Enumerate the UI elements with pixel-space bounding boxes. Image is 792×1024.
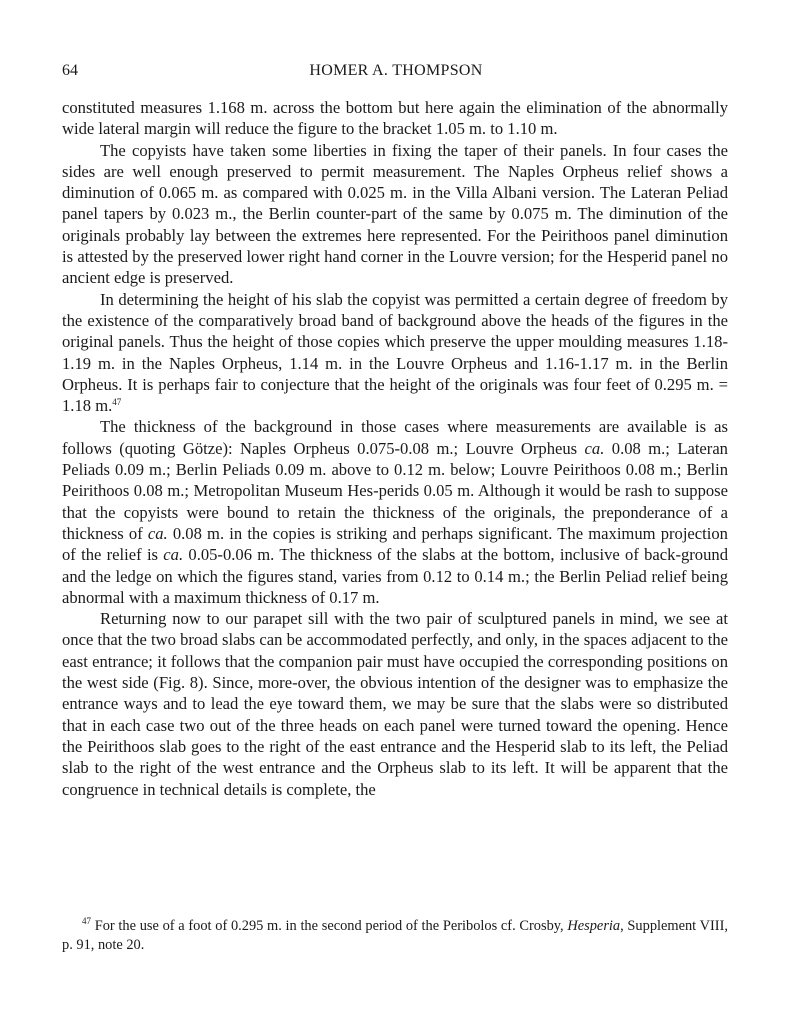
paragraph-text: Returning now to our parapet sill with the two pair of sculptured panels in mind, we see at once that the two broad slabs can be accommodated perfectly, and only, in the spaces adjacent to the east entrance; it follows that the companion pair must have occupied the corresponding positions on the west side (Fig. 8). Since, more-over, the obvious intention of the designer was to emphasize the entrance ways and to lead the eye toward them, we may be sure that the slabs were so distributed that in each case two out of the three heads on each panel were turned toward the opening. Hence the Peirithoos slab goes to the right of the east entrance and the Hesperid slab to its left, the Peliad slab to the right of the west entrance and the Orpheus slab to its left. It will be apparent that the congruence in technical details is complete, the [62, 609, 728, 799]
paragraph-3 [62, 289, 728, 417]
footnote-text: For the use of a foot of 0.295 m. in the second period of the Peribolos cf. Crosby, [91, 918, 568, 934]
paragraph-text: The copyists have taken some liberties in fixing the taper of their panels. In four cases the sides are well enough preserved to permit measurement. The Naples Orpheus relief shows a diminution of 0.065 m. as compared with 0.025 m. in the Villa Albani version. The Lateran Peliad panel tapers by 0.023 m., the Berlin counter-part of the same by 0.075 m. The diminution of the originals probably lay between the extremes here represented. For the Peirithoos panel diminution is attested by the preserved lower right hand corner in the Louvre version; for the Hesperid panel no ancient edge is preserved. [62, 140, 728, 288]
paragraph-text: constituted measures 1.168 m. across the bottom but here again the elimination of the abnormally wide lateral margin will reduce the figure to the bracket 1.05 m. to 1.10 m. [62, 98, 728, 139]
footnote-47 [62, 917, 728, 955]
page-number: 64 [62, 62, 78, 79]
page-header [62, 62, 730, 84]
paragraph-text: The thickness of the background in those cases where measurements are available is as follows (quoting Götze): Naples Orpheus 0.075-0.08 m.; Louvre Orpheus [62, 417, 728, 458]
footnote-ref-47[interactable]: 47 [112, 397, 122, 408]
body-text [62, 97, 728, 800]
paragraph-1 [62, 97, 728, 140]
paragraph-text: 0.05-0.06 m. The thickness of the slabs at the bottom, inclusive of back-ground and the ledge on which the figures stand, varies from 0.12 to 0.14 m.; the Berlin Peliad relief being abnormal with a maximum thickness of 0.17 m. [62, 545, 728, 607]
paragraph-2 [62, 140, 728, 289]
journal-title: Hesperia [567, 918, 621, 934]
paragraph-text: 0.08 m.; Lateran Peliads 0.09 m.; Berlin Peliads 0.09 m. above to 0.12 m. below; Louvre Peirithoos 0.08 m.; Berlin Peirithoos 0.08 m.; Metropolitan Museum Hes-perids 0.05 m. Although it would be rash to suppose that the copyists were bound to retain the thickness of the originals, the preponderance of a thickness of [62, 438, 728, 543]
footnotes [62, 917, 728, 955]
running-head: HOMER A. THOMPSON [309, 62, 483, 79]
paragraph-text: 0.08 m. in the copies is striking and perhaps significant. The maximum projection of the relief is [62, 523, 728, 565]
paragraph-text: In determining the height of his slab the copyist was permitted a certain degree of freedom by the existence of the comparatively broad band of background above the heads of the figures in the original panels. Thus the height of those copies which preserve the upper moulding measures 1.18-1.19 m. in the Naples Orpheus, 1.14 m. in the Louvre Orpheus and 1.16-1.17 m. in the Berlin Orpheus. It is perhaps fair to conjecture that the height of the originals was four feet of 0.295 m. = 1.18 m. [62, 289, 728, 416]
italic-ca: ca. [163, 545, 184, 565]
italic-ca: ca. [147, 523, 168, 543]
italic-ca: ca. [584, 438, 605, 458]
paragraph-5 [62, 608, 728, 800]
footnote-text: , Supplement VIII, p. 91, note 20. [62, 918, 728, 953]
paragraph-4 [62, 416, 728, 608]
footnote-number: 47 [82, 916, 91, 926]
